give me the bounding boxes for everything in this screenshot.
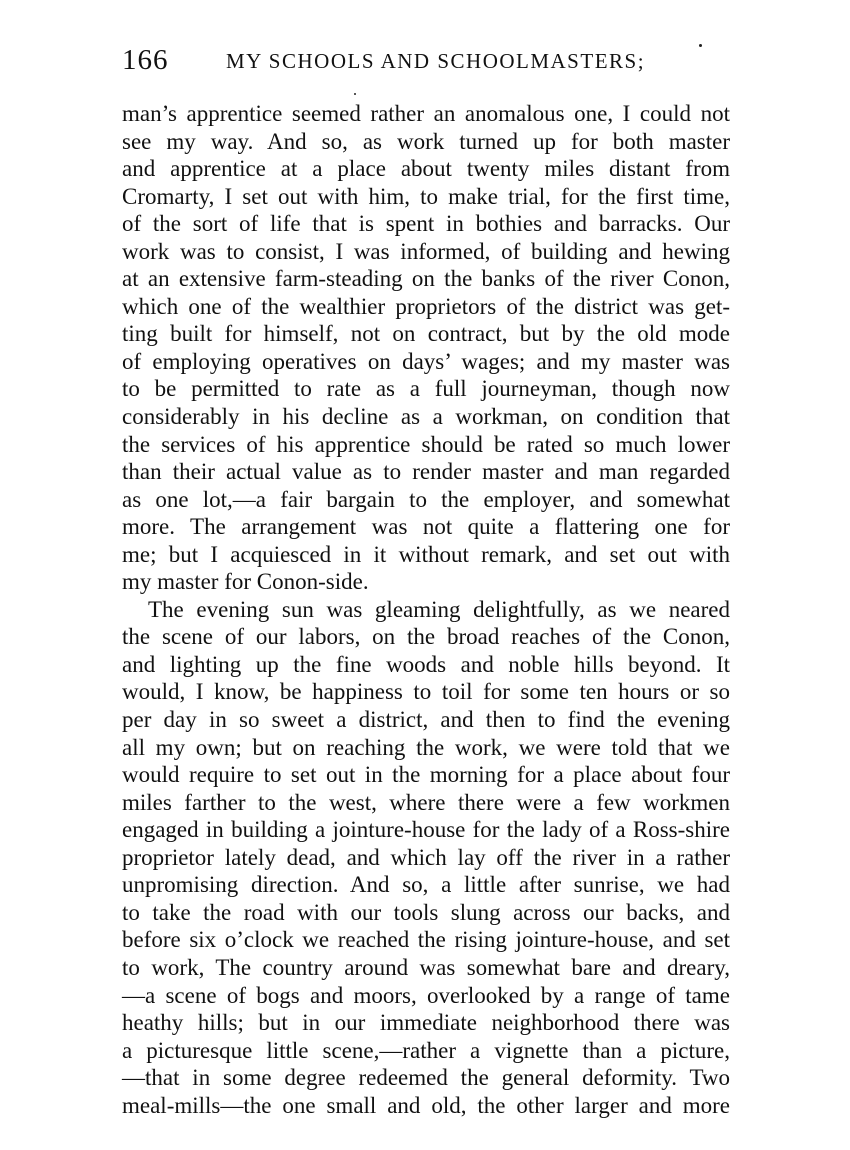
text-line: —a scene of bogs and moors, overlooked by a range of tame xyxy=(122,982,730,1008)
text-line: me; but I acquiesced in it without remark, and set out with xyxy=(122,541,730,567)
body-text xyxy=(122,100,730,1119)
text-line: work was to consist, I was informed, of building and hewing xyxy=(122,238,730,264)
text-line: all my own; but on reaching the work, we were told that we xyxy=(122,734,730,760)
text-line: would, I know, be happiness to toil for some ten hours or so xyxy=(122,679,730,705)
running-title: MY SCHOOLS AND SCHOOLMASTERS; xyxy=(226,49,646,73)
paragraph-end-line: my master for Conon-side. xyxy=(122,569,369,595)
text-line: of employing operatives on days’ wages; and my master was xyxy=(122,348,730,374)
text-line: a picturesque little scene,—rather a vignette than a picture, xyxy=(122,1037,730,1063)
text-line: would require to set out in the morning for a place about four xyxy=(122,762,730,788)
text-line: heathy hills; but in our immediate neighborhood there was xyxy=(122,1010,730,1036)
paragraph-start-line: The evening sun was gleaming delightfully, as we neared xyxy=(148,596,730,622)
text-line: man’s apprentice seemed rather an anomalous one, I could not xyxy=(122,101,730,126)
text-line: engaged in building a jointure-house for the lady of a Ross-shire xyxy=(122,817,730,843)
text-line: at an extensive farm-steading on the banks of the river Conon, xyxy=(122,266,730,292)
text-line: and apprentice at a place about twenty miles distant from xyxy=(122,156,730,182)
page-number: 166 xyxy=(122,44,169,76)
text-line: —that in some degree redeemed the general deformity. Two xyxy=(122,1065,730,1091)
text-line: and lighting up the fine woods and noble hills beyond. It xyxy=(122,651,730,677)
text-line: Cromarty, I set out with him, to make trial, for the first time, xyxy=(122,183,730,209)
text-line: considerably in his decline as a workman, on condition that xyxy=(122,404,730,430)
text-line: per day in so sweet a district, and then to find the evening xyxy=(122,707,730,733)
text-line: miles farther to the west, where there were a few workmen xyxy=(122,789,730,815)
text-line: as one lot,—a fair bargain to the employer, and somewhat xyxy=(122,486,730,512)
text-line: before six o’clock we reached the rising jointure-house, and set xyxy=(122,927,730,953)
print-speck xyxy=(354,93,356,95)
text-line: meal-mills—the one small and old, the other larger and more xyxy=(122,1092,730,1118)
text-line: the scene of our labors, on the broad reaches of the Conon, xyxy=(122,624,730,650)
text-line: unpromising direction. And so, a little after sunrise, we had xyxy=(122,872,730,898)
text-line: of the sort of life that is spent in bothies and barracks. Our xyxy=(122,211,730,237)
text-line: the services of his apprentice should be rated so much lower xyxy=(122,431,730,457)
text-line: more. The arrangement was not quite a flattering one for xyxy=(122,514,730,540)
text-line: to be permitted to rate as a full journeyman, though now xyxy=(122,376,730,402)
text-line: proprietor lately dead, and which lay off the river in a rather xyxy=(122,844,730,870)
text-line: to take the road with our tools slung across our backs, and xyxy=(122,899,730,925)
text-line: to work, The country around was somewhat bare and dreary, xyxy=(122,954,730,980)
text-line: see my way. And so, as work turned up for both master xyxy=(122,128,730,154)
text-line: than their actual value as to render master and man regarded xyxy=(122,459,730,485)
text-line: ting built for himself, not on contract, but by the old mode xyxy=(122,321,730,347)
running-head xyxy=(122,44,732,80)
print-speck xyxy=(699,44,702,47)
text-line: which one of the wealthier proprietors of the district was get- xyxy=(122,293,730,319)
